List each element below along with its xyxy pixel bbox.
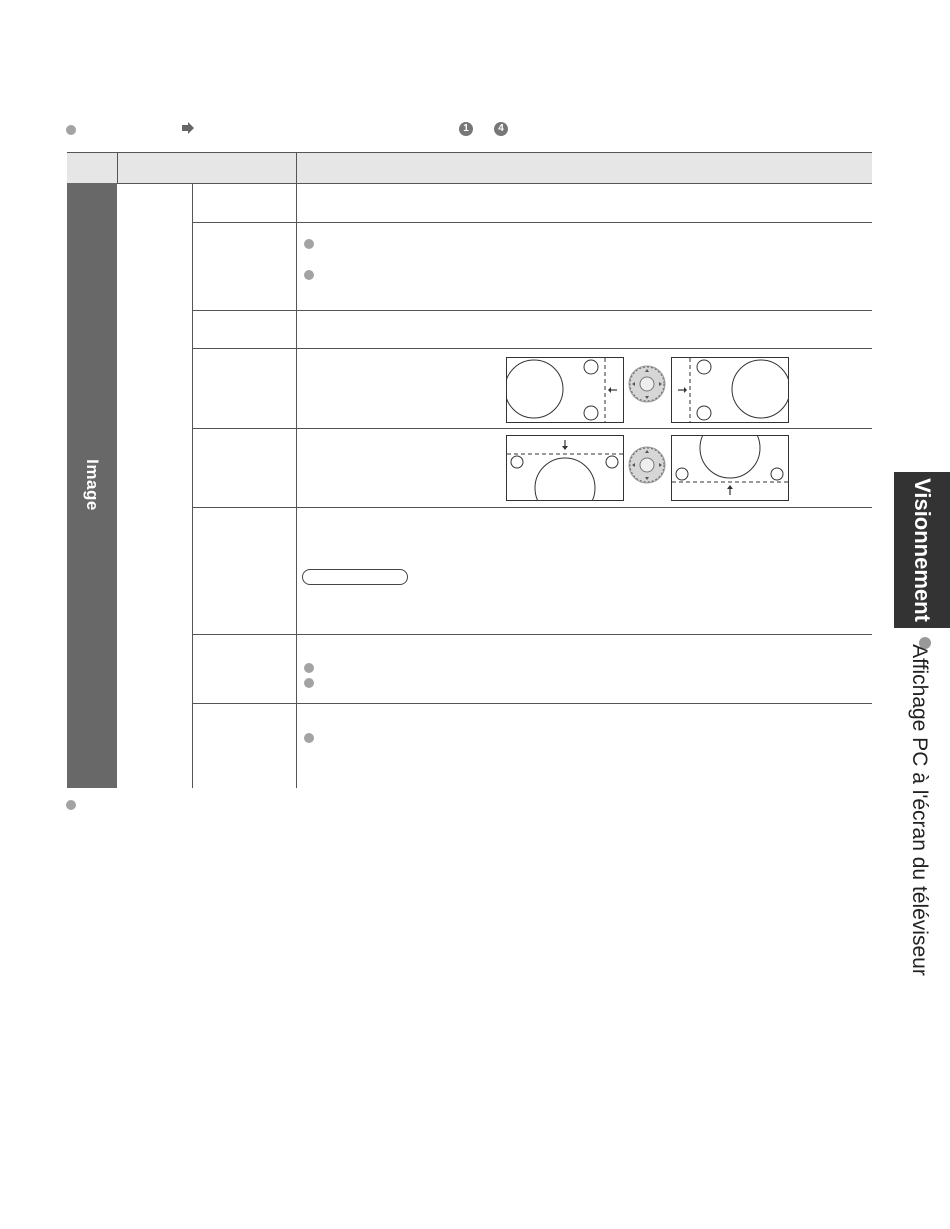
navigation-pad-icon	[628, 446, 666, 489]
bullet-icon	[304, 733, 314, 743]
header-divider-2	[296, 152, 297, 183]
screen-diagram-after	[671, 435, 789, 501]
bullet-icon	[304, 663, 314, 673]
arrow-right-icon	[181, 121, 195, 140]
table-header-row	[67, 152, 872, 183]
column-divider-menu	[192, 183, 193, 788]
chapter-tab	[894, 472, 950, 628]
bullet-icon	[66, 800, 76, 810]
bullet-icon	[304, 239, 314, 249]
step-number-start: 1	[459, 122, 473, 136]
screen-diagram-before	[506, 435, 624, 501]
row-border	[192, 634, 872, 635]
arrow-down-icon	[562, 440, 568, 450]
step-number-end: 4	[494, 122, 508, 136]
bullet-icon	[304, 678, 314, 688]
row-border	[192, 703, 872, 704]
section-label: Image	[83, 459, 102, 511]
chapter-subtitle: Affichage PC à l'écran du téléviseur	[908, 644, 931, 976]
row-border	[192, 348, 872, 349]
chapter-tab-label: Visionnement	[910, 478, 935, 622]
row-border	[192, 222, 872, 223]
button-key-indicator	[302, 569, 408, 585]
screen-diagram-before	[506, 357, 624, 423]
column-divider-description	[296, 183, 297, 788]
arrow-left-icon	[608, 387, 617, 393]
header-divider-1	[117, 152, 118, 183]
row-border	[192, 428, 872, 429]
arrow-up-icon	[727, 485, 733, 495]
row-border	[192, 310, 872, 311]
table-top-border	[67, 152, 872, 153]
table-header-border	[67, 183, 872, 184]
row-border	[192, 507, 872, 508]
screen-diagram-after	[671, 357, 789, 423]
arrow-right-icon	[678, 387, 687, 393]
bullet-icon	[304, 270, 314, 280]
navigation-pad-icon	[628, 365, 666, 408]
bullet-icon	[66, 125, 76, 135]
